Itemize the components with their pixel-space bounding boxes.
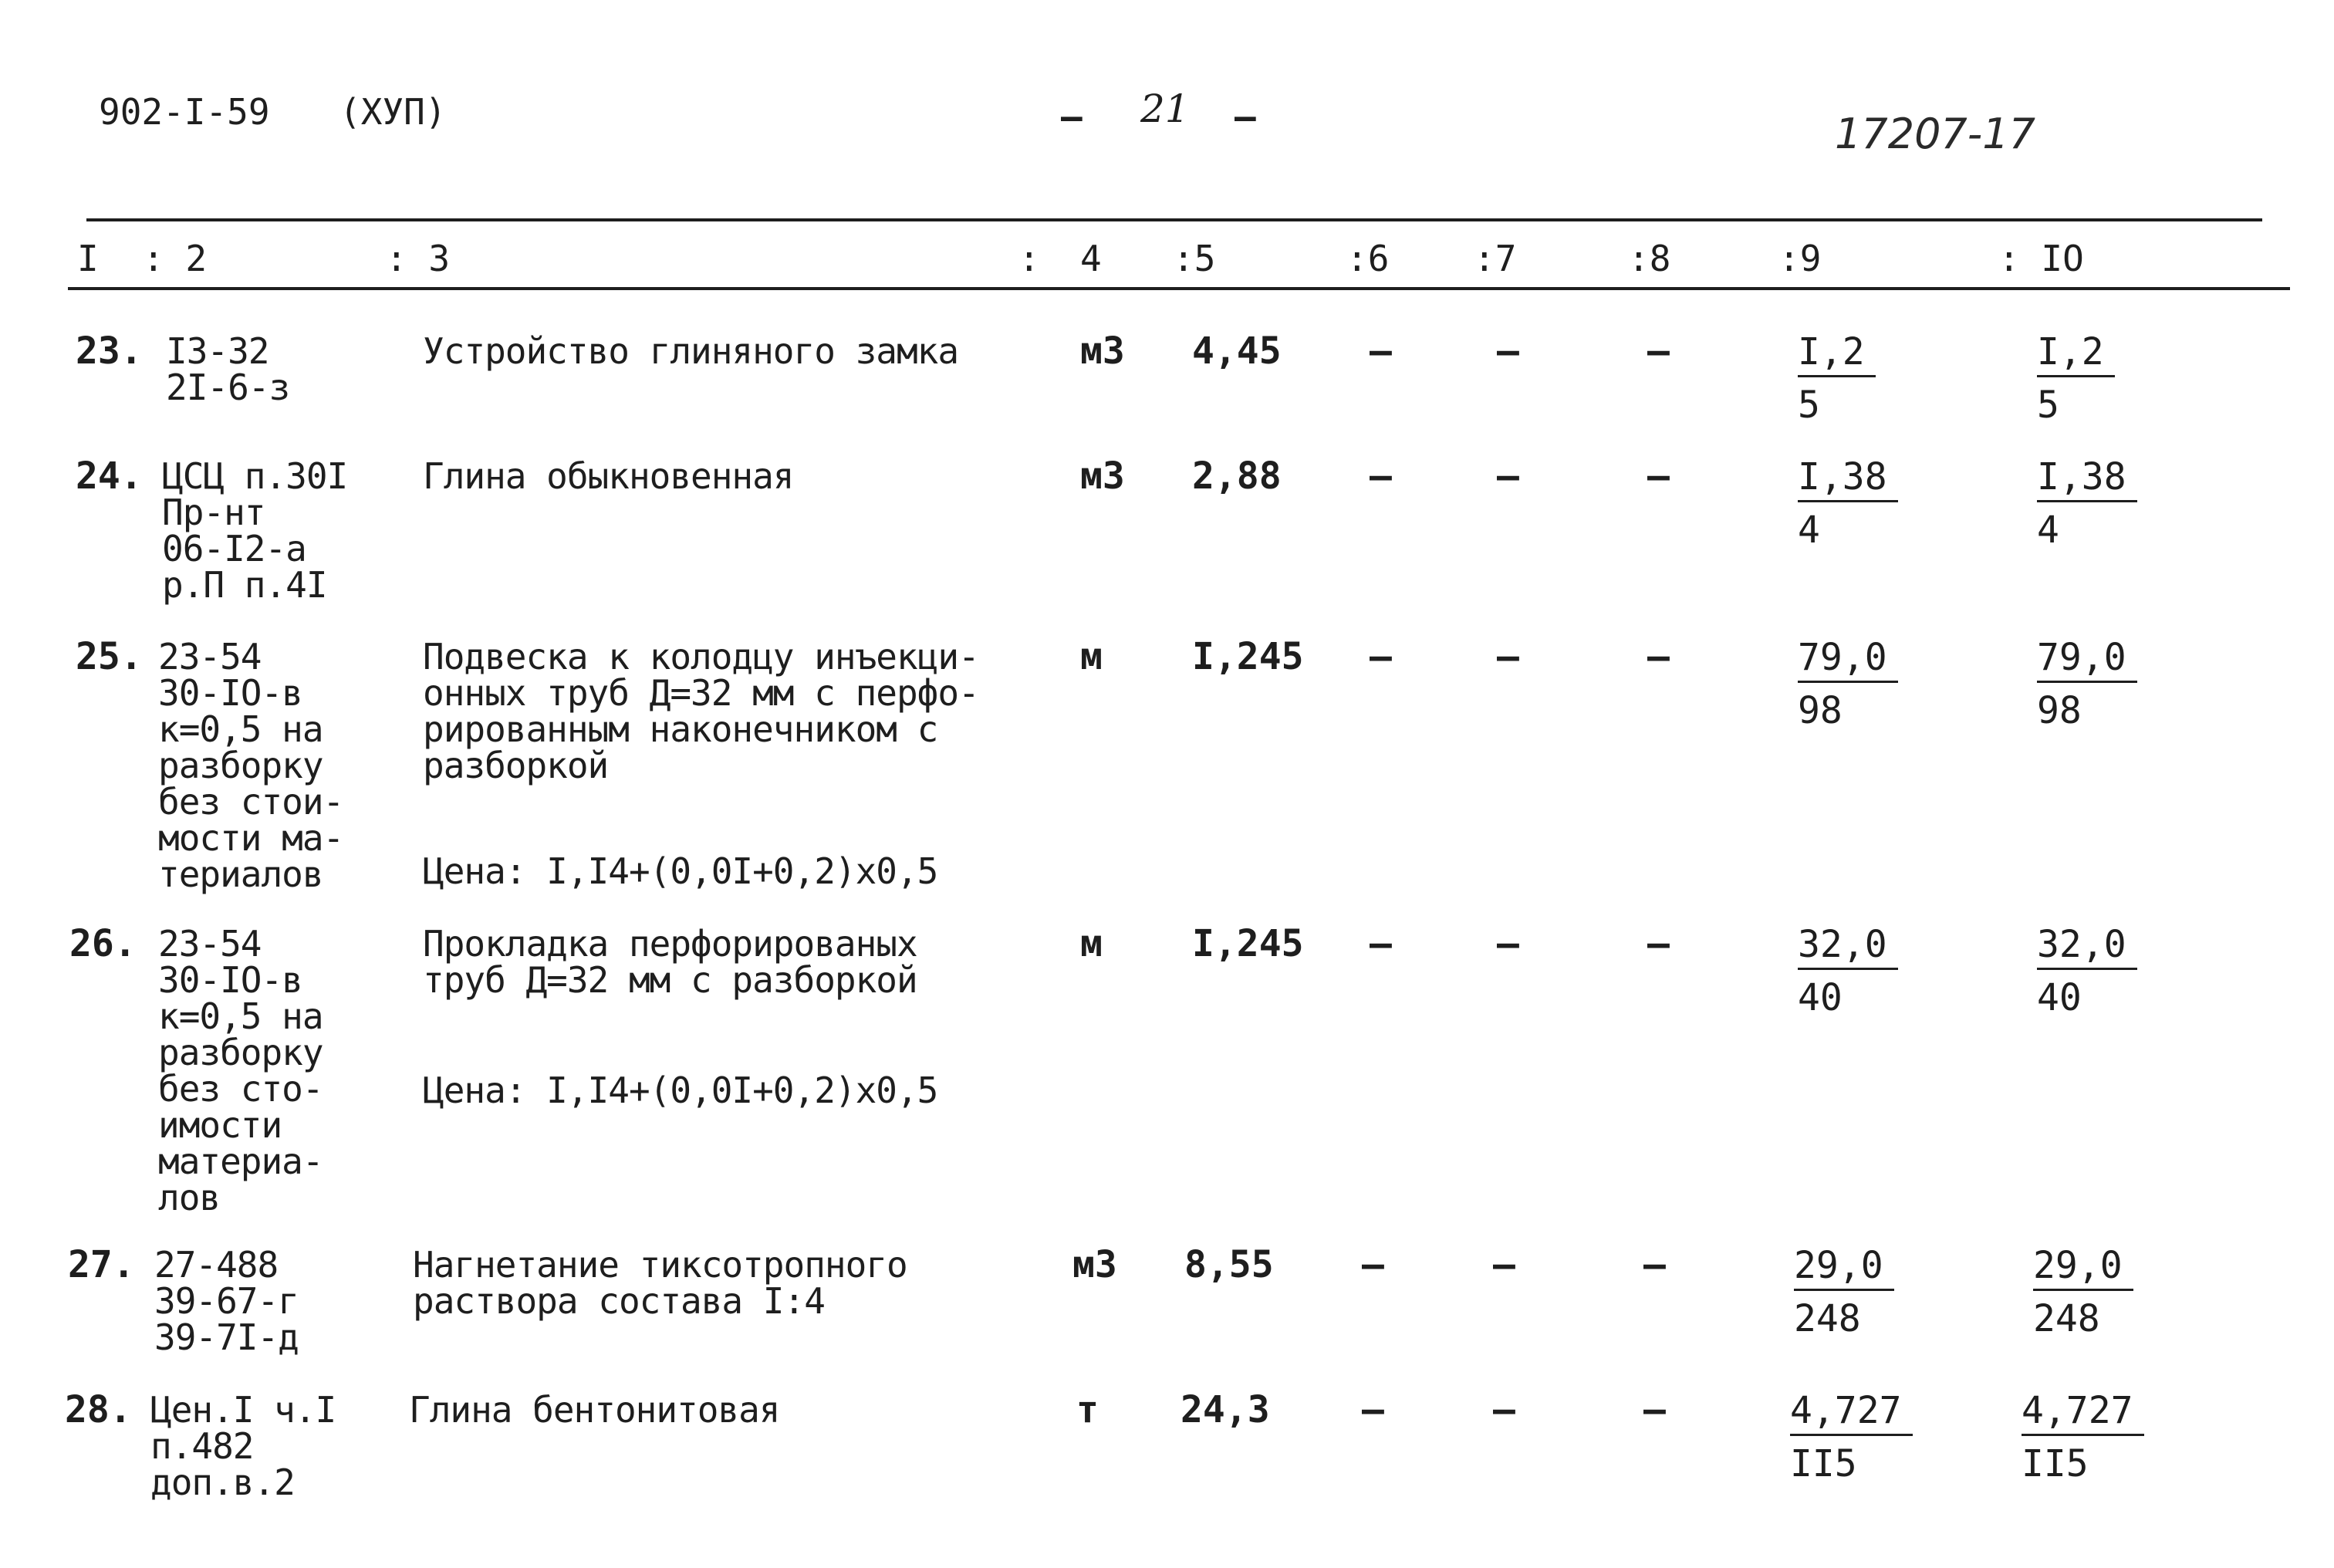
row-col8: – — [1647, 329, 1670, 373]
row-col10 — [2033, 1244, 2133, 1340]
row-number: 28. — [65, 1388, 132, 1431]
row-code: 23-54 30-IO-в к=0,5 на разборку без сто- имости материа- лов — [158, 923, 323, 1218]
col9-denominator: 248 — [1794, 1297, 1861, 1340]
row-description: Нагнетание тиксотропного раствора состава I:4 — [413, 1244, 907, 1322]
col10-numerator: I,2 — [2037, 333, 2115, 377]
col9-denominator: II5 — [1790, 1442, 1857, 1485]
row-quantity: 24,3 — [1181, 1388, 1270, 1431]
row-unit: м3 — [1080, 455, 1125, 498]
row-unit: м — [1080, 635, 1103, 678]
col9-denominator: 4 — [1798, 509, 1820, 552]
row-col7: – — [1493, 1243, 1515, 1286]
row-col10 — [2037, 455, 2137, 552]
col-header-3: : 3 — [386, 238, 451, 279]
row-col9 — [1798, 636, 1898, 732]
row-col7: – — [1497, 635, 1519, 678]
col9-numerator: 29,0 — [1794, 1247, 1894, 1291]
row-description: Подвеска к колодцу инъекци- онных труб Д=32 мм с перфо- рированным наконечником с разборкой — [423, 636, 979, 786]
col9-denominator: 40 — [1798, 976, 1843, 1019]
col9-numerator: 32,0 — [1798, 926, 1898, 970]
col9-numerator: I,38 — [1798, 458, 1898, 502]
row-col8: – — [1643, 1243, 1666, 1286]
col10-denominator: 98 — [2037, 689, 2082, 732]
col-header-1: I — [77, 238, 99, 279]
col10-numerator: 79,0 — [2037, 639, 2137, 683]
row-quantity: I,245 — [1192, 635, 1304, 678]
row-col6: – — [1370, 455, 1392, 498]
row-unit: м — [1080, 922, 1103, 965]
col-header-8: :8 — [1628, 238, 1671, 279]
row-col10 — [2037, 923, 2137, 1019]
row-code: I3-32 2I-6-з — [166, 330, 290, 408]
col10-denominator: 248 — [2033, 1297, 2100, 1340]
col-header-4: 4 — [1080, 238, 1102, 279]
row-quantity: I,245 — [1192, 922, 1304, 965]
page-dash-left: – — [1061, 96, 1083, 137]
col10-denominator: 5 — [2037, 384, 2059, 427]
col9-numerator: 4,727 — [1790, 1392, 1913, 1436]
row-col10 — [2037, 330, 2115, 427]
row-unit: м3 — [1080, 329, 1125, 373]
row-number: 27. — [68, 1243, 135, 1286]
row-number: 25. — [76, 635, 143, 678]
col-header-6: :6 — [1346, 238, 1390, 279]
row-col7: – — [1493, 1388, 1515, 1431]
row-number: 24. — [76, 455, 143, 498]
row-description: Глина обыкновенная — [423, 455, 794, 497]
col9-denominator: 5 — [1798, 384, 1820, 427]
row-col9 — [1794, 1244, 1894, 1340]
row-col9 — [1790, 1389, 1913, 1485]
row-unit: т — [1076, 1388, 1099, 1431]
row-quantity: 2,88 — [1192, 455, 1282, 498]
col-header-7: :7 — [1474, 238, 1517, 279]
row-number: 26. — [69, 922, 137, 965]
col10-numerator: I,38 — [2037, 458, 2137, 502]
col9-numerator: I,2 — [1798, 333, 1876, 377]
row-price-formula: Цена: I,I4+(0,0I+0,2)х0,5 — [423, 850, 938, 892]
col10-numerator: 29,0 — [2033, 1247, 2133, 1291]
row-col9 — [1798, 330, 1876, 427]
row-code: Цен.I ч.I п.482 доп.в.2 — [150, 1389, 336, 1503]
col9-denominator: 98 — [1798, 689, 1843, 732]
row-col8: – — [1643, 1388, 1666, 1431]
row-code: 23-54 30-IO-в к=0,5 на разборку без стои- мости ма- териалов — [158, 636, 344, 895]
page-dash-right: – — [1235, 96, 1256, 137]
row-col6: – — [1370, 329, 1392, 373]
row-description: Глина бентонитовая — [409, 1389, 780, 1431]
row-code: ЦСЦ п.30I Пр-нт 06-I2-а р.П п.4I — [162, 455, 348, 606]
row-col9 — [1798, 923, 1898, 1019]
col-header-5: :5 — [1173, 238, 1216, 279]
page-number: 21 — [1140, 86, 1190, 131]
row-col6: – — [1370, 635, 1392, 678]
row-description: Прокладка перфорированых труб Д=32 мм с разборкой — [423, 923, 917, 1001]
row-unit: м3 — [1072, 1243, 1117, 1286]
row-col7: – — [1497, 329, 1519, 373]
col-header-9: :9 — [1778, 238, 1822, 279]
col-header-sep: : — [1018, 238, 1040, 279]
header-rule — [68, 287, 2290, 290]
col-header-2: : 2 — [143, 238, 208, 279]
row-col6: – — [1362, 1243, 1384, 1286]
col10-numerator: 4,727 — [2022, 1392, 2144, 1436]
row-number: 23. — [76, 329, 143, 373]
series-number: 902-I-59 — [99, 91, 270, 133]
row-col7: – — [1497, 455, 1519, 498]
col9-numerator: 79,0 — [1798, 639, 1898, 683]
row-quantity: 4,45 — [1192, 329, 1282, 373]
row-col8: – — [1647, 635, 1670, 678]
row-quantity: 8,55 — [1184, 1243, 1274, 1286]
row-price-formula: Цена: I,I4+(0,0I+0,2)х0,5 — [423, 1070, 938, 1111]
row-col6: – — [1362, 1388, 1384, 1431]
row-col9 — [1798, 455, 1898, 552]
col-header-10: : IO — [1998, 238, 2084, 279]
document-number: 17207-17 — [1835, 110, 2035, 158]
row-col8: – — [1647, 455, 1670, 498]
top-rule — [86, 218, 2262, 221]
col10-denominator: 40 — [2037, 976, 2082, 1019]
row-col8: – — [1647, 922, 1670, 965]
col10-numerator: 32,0 — [2037, 926, 2137, 970]
volume-number: (ХУП) — [339, 91, 447, 133]
row-col7: – — [1497, 922, 1519, 965]
col10-denominator: 4 — [2037, 509, 2059, 552]
row-col10 — [2037, 636, 2137, 732]
row-code: 27-488 39-67-г 39-7I-д — [154, 1244, 299, 1358]
row-description: Устройство глиняного замка — [423, 330, 959, 372]
row-col6: – — [1370, 922, 1392, 965]
row-col10 — [2022, 1389, 2144, 1485]
col10-denominator: II5 — [2022, 1442, 2089, 1485]
